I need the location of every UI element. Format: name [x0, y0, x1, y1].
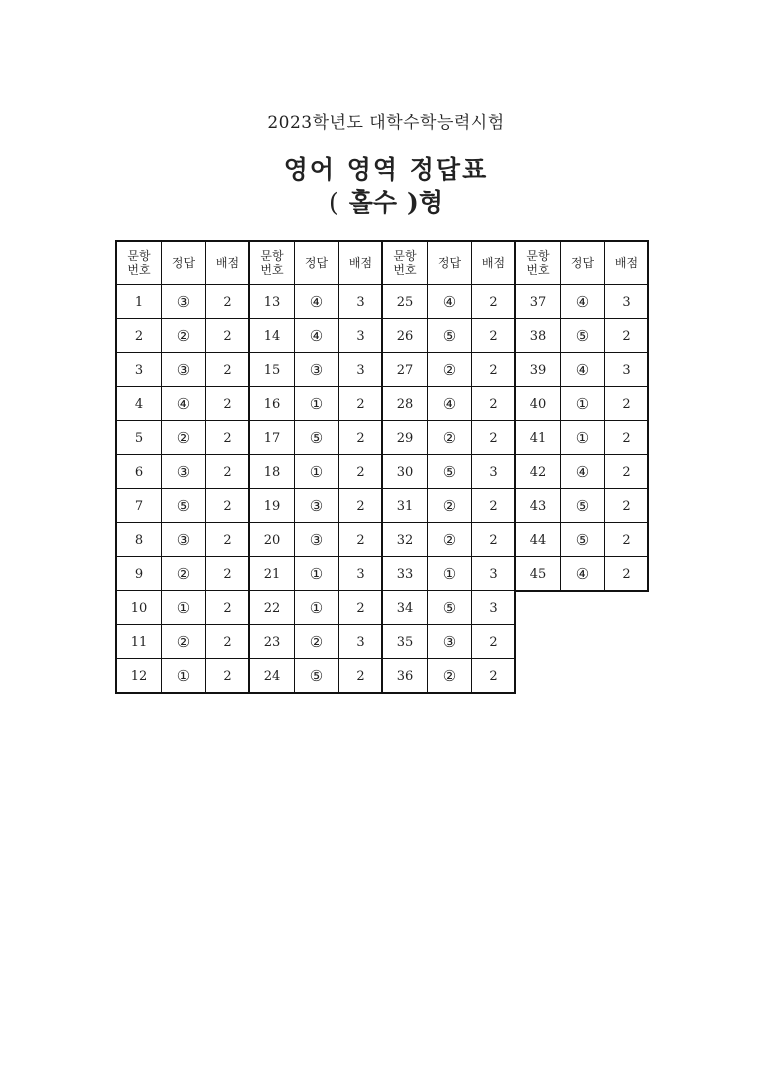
- question-number: 11: [130, 634, 148, 650]
- points-value: 2: [471, 387, 515, 421]
- header-number-line1: 문항: [526, 249, 550, 263]
- table-row: [117, 522, 249, 557]
- answer-choice: ④: [161, 387, 205, 421]
- table-row: [516, 318, 648, 353]
- type-open-paren: (: [328, 188, 339, 217]
- header-answer: 정답: [294, 242, 338, 284]
- points-value: 3: [604, 285, 648, 319]
- exam-type-line: [0, 183, 772, 219]
- table-row: [250, 454, 382, 489]
- table-row: [250, 590, 382, 625]
- answer-choice: ③: [427, 625, 471, 659]
- question-number: 30: [396, 464, 414, 480]
- header-number: [516, 242, 560, 284]
- header-row: [383, 242, 515, 284]
- table-row: [250, 386, 382, 421]
- answer-choice: ②: [427, 353, 471, 387]
- table-row: [516, 420, 648, 455]
- table-row: [117, 386, 249, 421]
- question-number: 36: [396, 668, 414, 684]
- question-number: 41: [529, 430, 547, 446]
- table-row: [117, 284, 249, 319]
- points-value: 2: [604, 387, 648, 421]
- header-number: [383, 242, 427, 284]
- points-value: 2: [338, 421, 382, 455]
- table-row: [383, 284, 515, 319]
- table-row: [383, 420, 515, 455]
- table-row: [383, 590, 515, 625]
- table-row: [250, 658, 382, 693]
- points-value: 2: [338, 591, 382, 625]
- points-value: 3: [338, 557, 382, 591]
- table-row: [383, 318, 515, 353]
- answer-choice: ④: [294, 319, 338, 353]
- answer-choice: ③: [161, 353, 205, 387]
- question-number: 20: [263, 532, 281, 548]
- points-value: 2: [604, 319, 648, 353]
- table-row: [516, 556, 648, 591]
- header-points: 배점: [471, 242, 515, 284]
- header-row: [516, 242, 648, 284]
- points-value: 2: [205, 319, 249, 353]
- points-value: 2: [604, 455, 648, 489]
- question-number: 32: [396, 532, 414, 548]
- question-number: 19: [263, 498, 281, 514]
- answer-choice: ④: [560, 353, 604, 387]
- question-number: 35: [396, 634, 414, 650]
- points-value: 2: [338, 659, 382, 693]
- points-value: 3: [604, 353, 648, 387]
- answer-choice: ⑤: [560, 489, 604, 523]
- header-number: [250, 242, 294, 284]
- answer-choice: ④: [427, 387, 471, 421]
- header-points: 배점: [205, 242, 249, 284]
- answer-choice: ①: [294, 387, 338, 421]
- answer-choice: ⑤: [294, 421, 338, 455]
- table-row: [250, 522, 382, 557]
- points-value: 2: [205, 285, 249, 319]
- table-row: [117, 318, 249, 353]
- answer-choice: ⑤: [560, 319, 604, 353]
- points-value: 2: [471, 523, 515, 557]
- points-value: 2: [205, 421, 249, 455]
- question-number: 26: [396, 328, 414, 344]
- question-number: 24: [263, 668, 281, 684]
- answer-choice: ⑤: [427, 455, 471, 489]
- table-row: [516, 386, 648, 421]
- answer-choice: ⑤: [161, 489, 205, 523]
- table-row: [250, 556, 382, 591]
- question-number: 1: [134, 294, 144, 310]
- question-number: 40: [529, 396, 547, 412]
- points-value: 2: [205, 557, 249, 591]
- answer-choice: ③: [294, 353, 338, 387]
- question-number: 44: [529, 532, 547, 548]
- points-value: 2: [205, 489, 249, 523]
- header-number-line1: 문항: [393, 249, 417, 263]
- answer-choice: ③: [161, 455, 205, 489]
- answer-choice: ②: [427, 659, 471, 693]
- points-value: 2: [205, 591, 249, 625]
- table-row: [117, 420, 249, 455]
- points-value: 2: [604, 557, 648, 591]
- table-row: [516, 352, 648, 387]
- table-row: [117, 658, 249, 693]
- answer-choice: ①: [294, 591, 338, 625]
- question-number: 15: [263, 362, 281, 378]
- table-row: [250, 624, 382, 659]
- question-number: 23: [263, 634, 281, 650]
- table-row: [516, 284, 648, 319]
- question-number: 27: [396, 362, 414, 378]
- answer-choice: ①: [161, 591, 205, 625]
- answer-block: [248, 240, 383, 694]
- table-row: [250, 488, 382, 523]
- question-number: 31: [396, 498, 414, 514]
- table-row: [117, 590, 249, 625]
- points-value: 2: [205, 523, 249, 557]
- table-row: [117, 488, 249, 523]
- question-number: 10: [130, 600, 148, 616]
- points-value: 2: [471, 625, 515, 659]
- answer-choice: ④: [294, 285, 338, 319]
- header-points: 배점: [338, 242, 382, 284]
- table-row: [250, 352, 382, 387]
- question-number: 18: [263, 464, 281, 480]
- answer-choice: ①: [560, 387, 604, 421]
- type-close-suffix: )형: [407, 188, 444, 217]
- answer-choice: ②: [294, 625, 338, 659]
- table-row: [383, 386, 515, 421]
- question-number: 3: [134, 362, 144, 378]
- question-number: 8: [134, 532, 144, 548]
- header-number-line1: 문항: [127, 249, 151, 263]
- points-value: 2: [338, 455, 382, 489]
- page-title: 영어 영역 정답표: [283, 155, 489, 184]
- answer-block: [514, 240, 649, 592]
- header-number-line1: 문항: [260, 249, 284, 263]
- table-row: [117, 556, 249, 591]
- points-value: 2: [471, 353, 515, 387]
- table-row: [516, 454, 648, 489]
- points-value: 2: [604, 421, 648, 455]
- points-value: 2: [471, 659, 515, 693]
- question-number: 5: [134, 430, 144, 446]
- answer-block: [381, 240, 516, 694]
- answer-choice: ③: [161, 523, 205, 557]
- table-row: [250, 420, 382, 455]
- table-row: [383, 556, 515, 591]
- question-number: 14: [263, 328, 281, 344]
- points-value: 2: [604, 523, 648, 557]
- answer-choice: ②: [427, 489, 471, 523]
- answer-choice: ⑤: [294, 659, 338, 693]
- question-number: 38: [529, 328, 547, 344]
- exam-subtitle: 2023학년도 대학수학능력시험: [267, 113, 505, 133]
- answer-choice: ①: [294, 455, 338, 489]
- table-row: [383, 658, 515, 693]
- question-number: 13: [263, 294, 281, 310]
- points-value: 3: [471, 591, 515, 625]
- header-number-line2: 번호: [393, 263, 417, 277]
- table-row: [117, 454, 249, 489]
- answer-choice: ①: [161, 659, 205, 693]
- points-value: 3: [338, 285, 382, 319]
- table-row: [383, 522, 515, 557]
- question-number: 17: [263, 430, 281, 446]
- question-number: 7: [134, 498, 144, 514]
- table-row: [383, 488, 515, 523]
- points-value: 2: [205, 455, 249, 489]
- answer-choice: ①: [560, 421, 604, 455]
- question-number: 6: [134, 464, 144, 480]
- question-number: 16: [263, 396, 281, 412]
- table-row: [117, 352, 249, 387]
- question-number: 29: [396, 430, 414, 446]
- header-number-line2: 번호: [526, 263, 550, 277]
- answer-choice: ③: [161, 285, 205, 319]
- points-value: 2: [205, 353, 249, 387]
- points-value: 2: [338, 523, 382, 557]
- answer-choice: ⑤: [427, 319, 471, 353]
- header-row: [250, 242, 382, 284]
- question-number: 34: [396, 600, 414, 616]
- question-number: 12: [130, 668, 148, 684]
- exam-type-name: 홀수: [348, 188, 398, 217]
- answer-choice: ④: [560, 557, 604, 591]
- table-row: [250, 318, 382, 353]
- points-value: 2: [471, 285, 515, 319]
- table-row: [117, 624, 249, 659]
- points-value: 2: [205, 625, 249, 659]
- header-points: 배점: [604, 242, 648, 284]
- table-row: [383, 624, 515, 659]
- points-value: 2: [338, 489, 382, 523]
- table-row: [250, 284, 382, 319]
- header-number-line2: 번호: [260, 263, 284, 277]
- question-number: 2: [134, 328, 144, 344]
- points-value: 2: [471, 421, 515, 455]
- answer-choice: ④: [427, 285, 471, 319]
- question-number: 42: [529, 464, 547, 480]
- answer-choice: ⑤: [560, 523, 604, 557]
- points-value: 3: [338, 625, 382, 659]
- header-number: [117, 242, 161, 284]
- answer-choice: ③: [294, 523, 338, 557]
- header-answer: 정답: [560, 242, 604, 284]
- answer-choice: ③: [294, 489, 338, 523]
- answer-choice: ②: [161, 319, 205, 353]
- question-number: 39: [529, 362, 547, 378]
- points-value: 3: [471, 557, 515, 591]
- points-value: 3: [338, 319, 382, 353]
- answer-choice: ⑤: [427, 591, 471, 625]
- points-value: 2: [205, 387, 249, 421]
- table-row: [383, 352, 515, 387]
- header-row: [117, 242, 249, 284]
- answer-choice: ①: [294, 557, 338, 591]
- header-answer: 정답: [427, 242, 471, 284]
- question-number: 33: [396, 566, 414, 582]
- question-number: 4: [134, 396, 144, 412]
- answer-choice: ②: [161, 625, 205, 659]
- header-number-line2: 번호: [127, 263, 151, 277]
- points-value: 3: [338, 353, 382, 387]
- points-value: 2: [338, 387, 382, 421]
- answer-choice: ④: [560, 285, 604, 319]
- question-number: 9: [134, 566, 144, 582]
- question-number: 37: [529, 294, 547, 310]
- answer-choice: ②: [161, 421, 205, 455]
- answer-block: [115, 240, 250, 694]
- question-number: 22: [263, 600, 281, 616]
- answer-choice: ①: [427, 557, 471, 591]
- table-row: [383, 454, 515, 489]
- answer-choice: ②: [161, 557, 205, 591]
- answer-choice: ④: [560, 455, 604, 489]
- question-number: 45: [529, 566, 547, 582]
- header-answer: 정답: [161, 242, 205, 284]
- points-value: 2: [205, 659, 249, 693]
- table-row: [516, 522, 648, 557]
- question-number: 28: [396, 396, 414, 412]
- answer-choice: ②: [427, 421, 471, 455]
- question-number: 21: [263, 566, 281, 582]
- question-number: 43: [529, 498, 547, 514]
- answer-choice: ②: [427, 523, 471, 557]
- points-value: 3: [471, 455, 515, 489]
- points-value: 2: [604, 489, 648, 523]
- question-number: 25: [396, 294, 414, 310]
- points-value: 2: [471, 319, 515, 353]
- points-value: 2: [471, 489, 515, 523]
- table-row: [516, 488, 648, 523]
